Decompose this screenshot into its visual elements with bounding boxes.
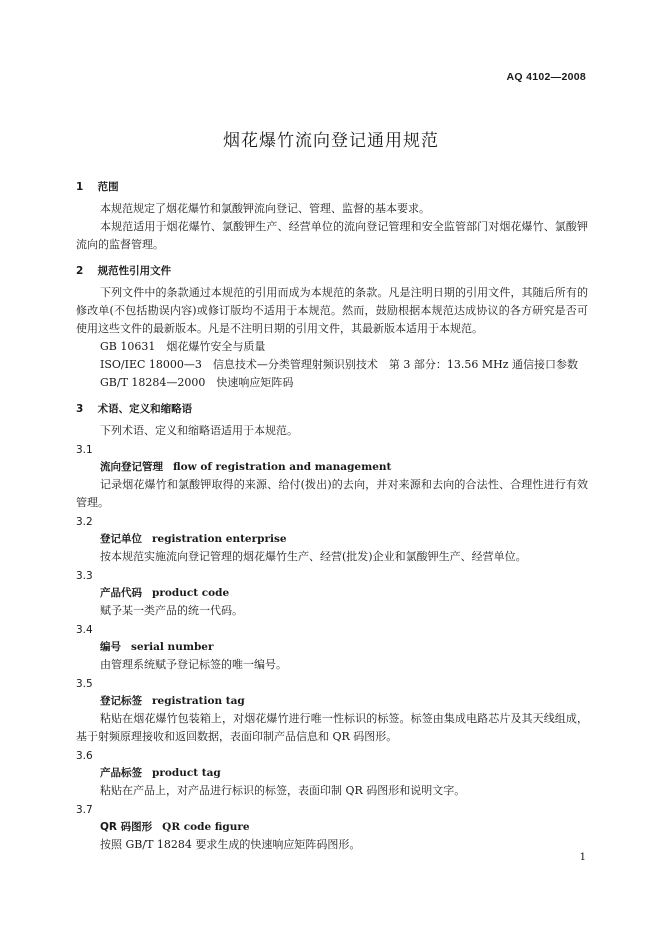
term-entry	[76, 568, 588, 620]
section-title: 范围	[97, 181, 119, 193]
paragraph: 下列术语、定义和缩略语适用于本规范。	[100, 424, 298, 437]
standard-code: AQ 4102—2008	[506, 71, 586, 83]
paragraph: 本规范规定了烟花爆竹和氯酸钾流向登记、管理、监督的基本要求。	[100, 202, 430, 215]
term-definition: 由管理系统赋予登记标签的唯一编号。	[100, 658, 287, 671]
term-definition: 粘贴在烟花爆竹包装箱上，对烟花爆竹进行唯一性标识的标签。标签由集成电路芯片及其天线组成，基于射频原理接收和返回数据，表面印制产品信息和 QR 码图形。	[76, 712, 588, 743]
term-definition: 记录烟花爆竹和氯酸钾取得的来源、给付(拨出)的去向，并对来源和去向的合法性、合理性进行有效管理。	[76, 478, 588, 509]
term-english: QR code figure	[162, 821, 250, 833]
paragraph: 下列文件中的条款通过本规范的引用而成为本规范的条款。凡是注明日期的引用文件，其随后所有的修改单(不包括勘误内容)或修订版均不适用于本规范。然而，鼓励根据本规范达成协议的各方研究是否可使用这些文件的最新版本。凡是不注明日期的引用文件，其最新版本适用于本规范。	[76, 286, 588, 335]
section-title: 术语、定义和缩略语	[97, 403, 193, 415]
document-body	[76, 180, 588, 854]
term-definition: 按照 GB/T 18284 要求生成的快速响应矩阵码图形。	[100, 838, 361, 851]
section-number: 3	[76, 403, 84, 415]
term-english: registration tag	[152, 695, 245, 707]
term-english: product tag	[152, 767, 221, 779]
term-english: serial number	[131, 641, 214, 653]
term-english: product code	[152, 587, 230, 599]
term-definition: 按本规范实施流向登记管理的烟花爆竹生产、经营(批发)企业和氯酸钾生产、经营单位。	[100, 550, 527, 563]
term-entry	[76, 442, 588, 512]
term-entry	[76, 802, 588, 854]
term-chinese: 流向登记管理	[100, 461, 163, 473]
term-chinese: 登记标签	[100, 695, 142, 707]
section-heading	[76, 402, 588, 416]
term-english: flow of registration and management	[173, 461, 392, 473]
term-chinese: 编号	[100, 641, 121, 653]
term-entry	[76, 748, 588, 800]
term-entry	[76, 622, 588, 674]
section-number: 1	[76, 181, 84, 193]
term-number: 3.1	[76, 444, 93, 456]
term-number: 3.7	[76, 804, 93, 816]
reference-item: GB/T 18284—2000 快速响应矩阵码	[100, 376, 294, 389]
reference-item: ISO/IEC 18000—3 信息技术—分类管理射频识别技术 第 3 部分：13.56 MHz 通信接口参数	[100, 358, 579, 371]
section-heading	[76, 264, 588, 278]
term-definition: 粘贴在产品上，对产品进行标识的标签，表面印制 QR 码图形和说明文字。	[100, 784, 466, 797]
reference-item: GB 10631 烟花爆竹安全与质量	[100, 340, 266, 353]
section-title: 规范性引用文件	[97, 265, 172, 277]
section-heading	[76, 180, 588, 194]
paragraph: 本规范适用于烟花爆竹、氯酸钾生产、经营单位的流向登记管理和安全监管部门对烟花爆竹、氯酸钾流向的监督管理。	[76, 220, 588, 251]
term-chinese: 登记单位	[100, 533, 142, 545]
term-number: 3.3	[76, 570, 93, 582]
term-number: 3.4	[76, 624, 93, 636]
term-chinese: 产品代码	[100, 587, 142, 599]
term-chinese: 产品标签	[100, 767, 142, 779]
term-number: 3.2	[76, 516, 93, 528]
document-title: 烟花爆竹流向登记通用规范	[223, 131, 439, 151]
term-definition: 赋予某一类产品的统一代码。	[100, 604, 243, 617]
section-number: 2	[76, 265, 84, 277]
term-entry	[76, 514, 588, 566]
page-number: 1	[579, 852, 586, 863]
term-chinese: QR 码图形	[100, 821, 153, 833]
term-english: registration enterprise	[152, 533, 287, 545]
term-entry	[76, 676, 588, 746]
term-number: 3.5	[76, 678, 93, 690]
term-number: 3.6	[76, 750, 93, 762]
